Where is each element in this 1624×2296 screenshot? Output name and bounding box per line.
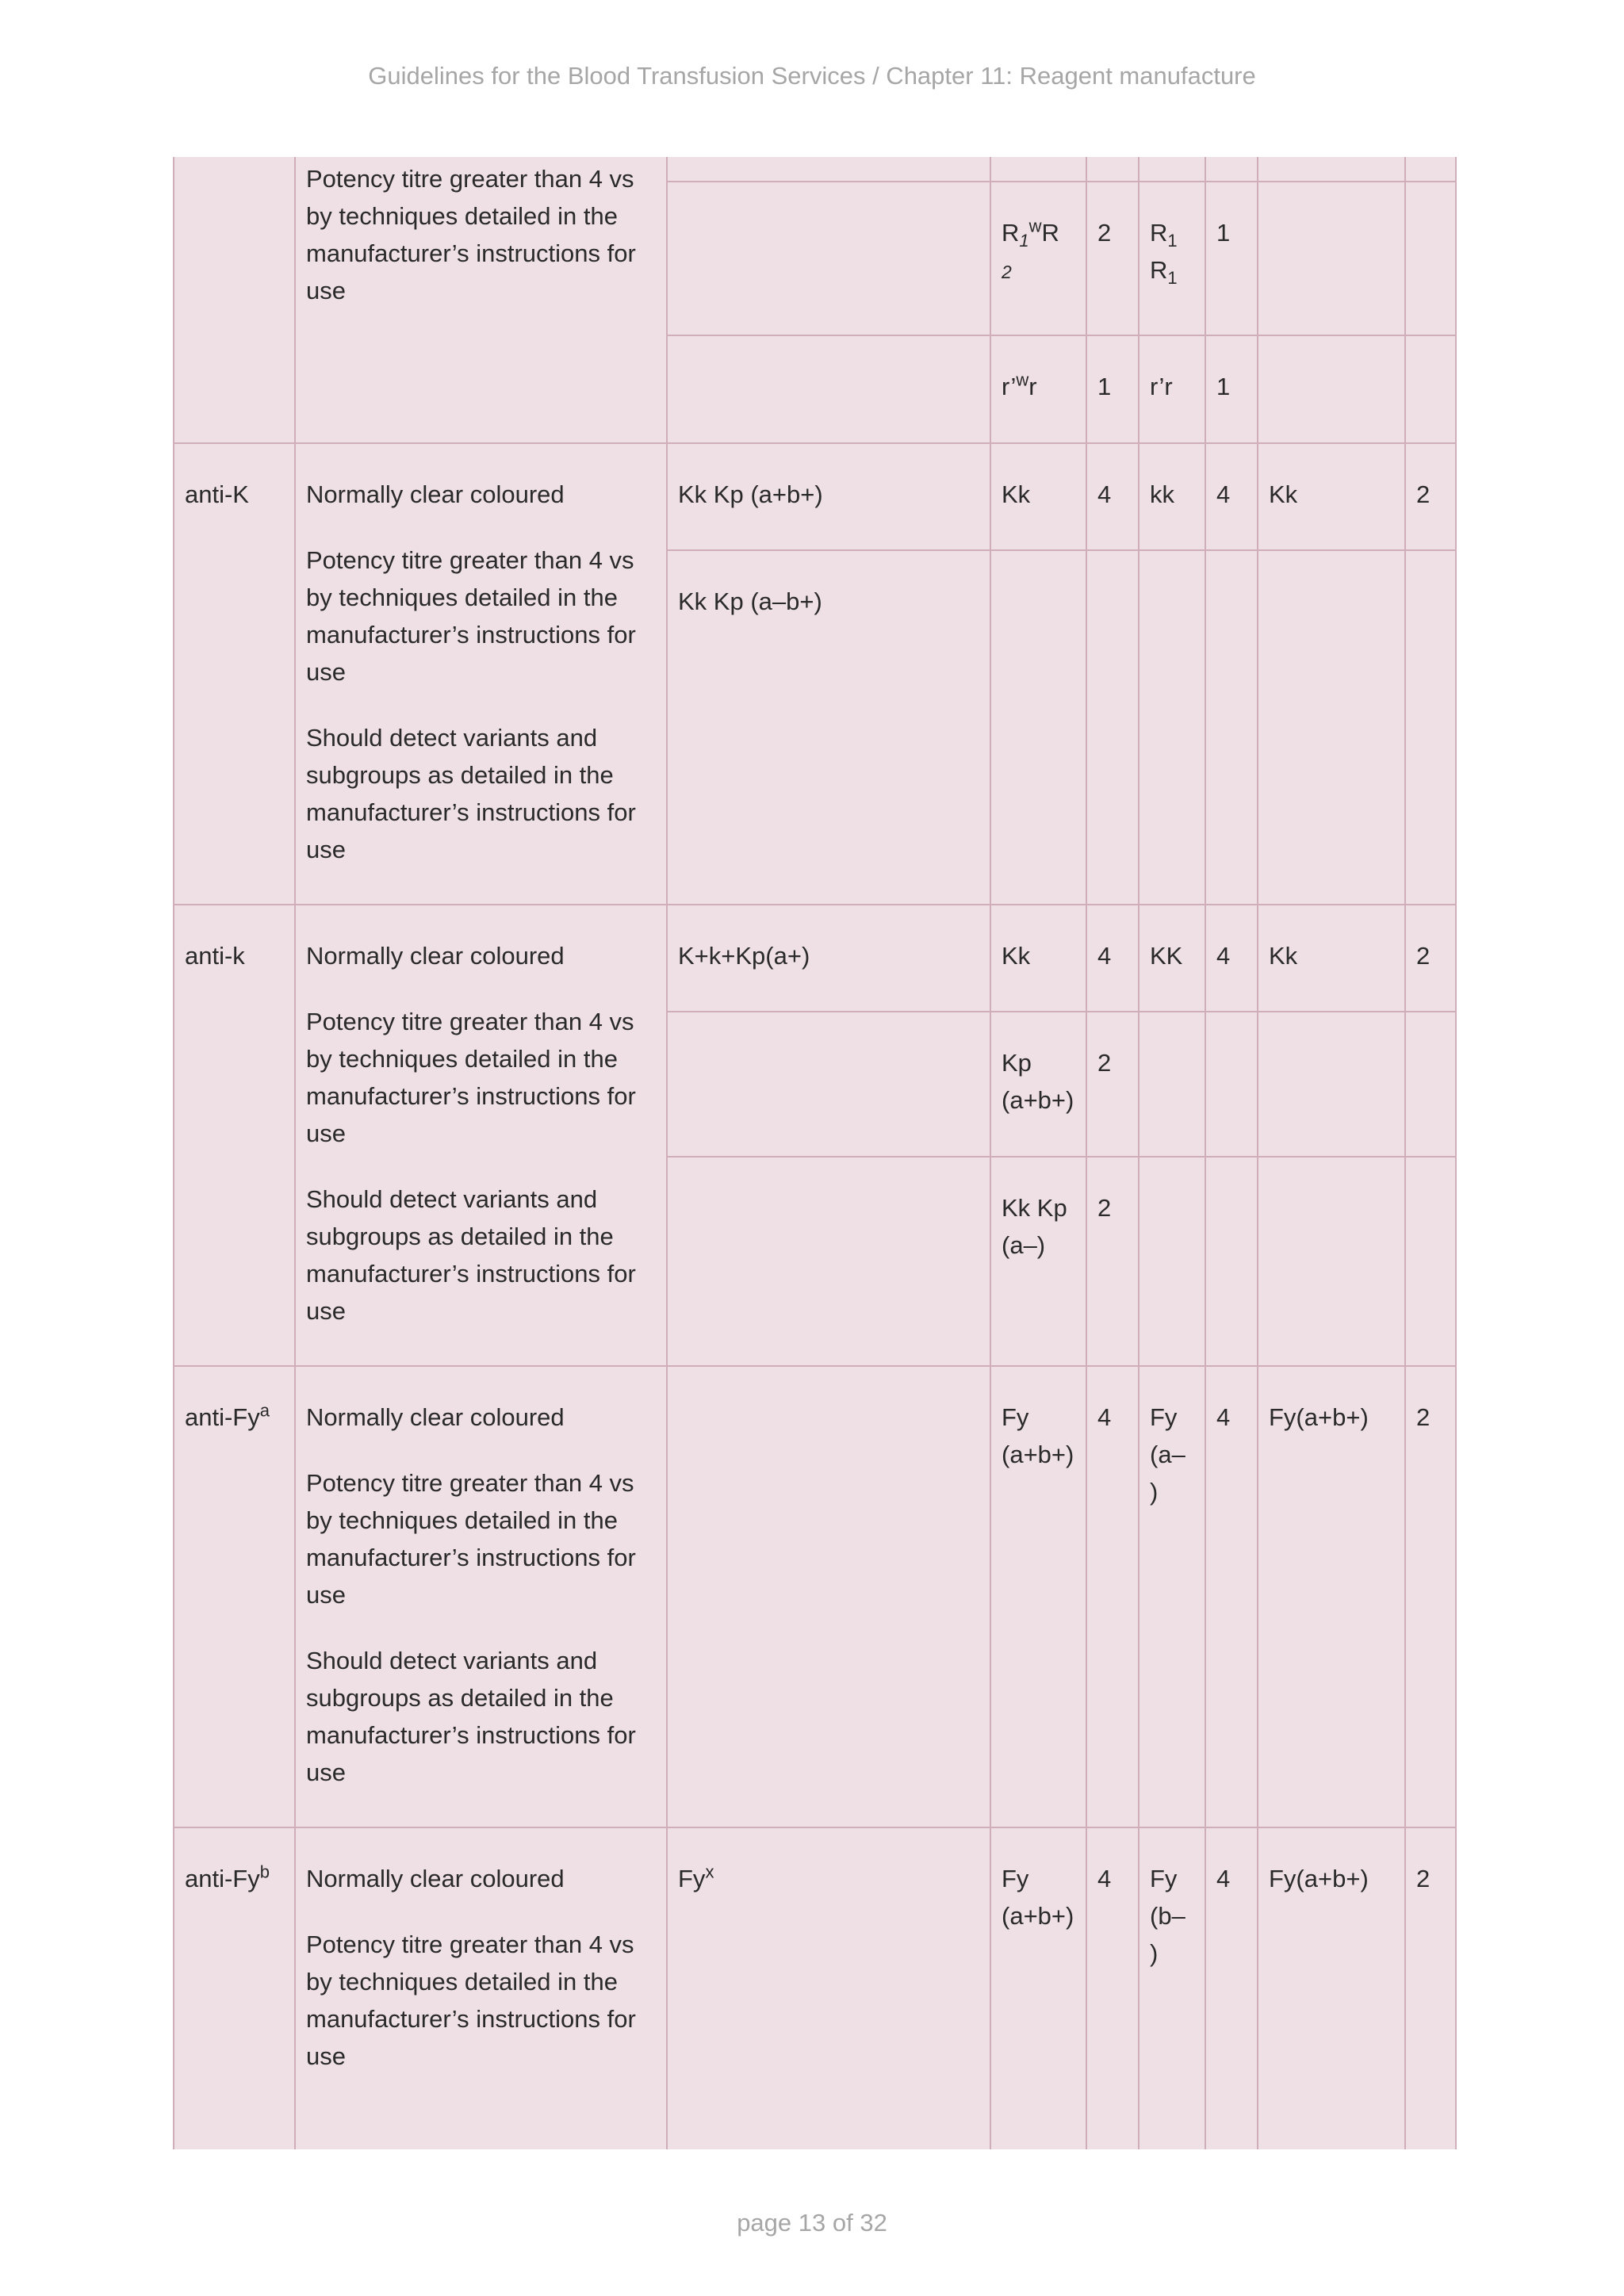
positive-count: 2 xyxy=(1086,1012,1139,1157)
negative-count: 4 xyxy=(1205,1827,1258,2149)
positive-cell: Kk xyxy=(990,905,1086,1012)
dosage-count: 2 xyxy=(1405,1827,1456,2149)
positive-count: 4 xyxy=(1086,905,1139,1012)
row-anti-Fya xyxy=(174,1366,1456,1827)
dosage-count: 2 xyxy=(1405,443,1456,550)
specification-cell xyxy=(295,1366,667,1827)
dosage-cell: Fy(a+b+) xyxy=(1258,1366,1405,1827)
spec-variants: Should detect variants and subgroups as detailed in the manufacturer’s instructions for use xyxy=(306,1185,636,1325)
positive-cell: Fy (a+b+) xyxy=(990,1827,1086,2149)
spec-potency: Potency titre greater than 4 vs by techniques detailed in the manufacturer’s instructions for use xyxy=(306,1008,636,1147)
negative-count: 1 xyxy=(1205,335,1258,443)
spec-clear: Normally clear coloured xyxy=(306,1403,565,1431)
dosage-count: 2 xyxy=(1405,905,1456,1012)
spec-variants: Should detect variants and subgroups as detailed in the manufacturer’s instructions for use xyxy=(306,724,636,863)
reagent-name: anti-k xyxy=(174,905,295,1366)
spec-clear: Normally clear coloured xyxy=(306,1865,565,1892)
negative-cell: $R_1$ $R_1$ xyxy=(1139,182,1205,335)
negative-count: 1 xyxy=(1205,182,1258,335)
negative-count: 4 xyxy=(1205,1366,1258,1827)
continuation-row-top xyxy=(174,157,1456,182)
positive-cell: $R_1^wR$ 2 xyxy=(990,182,1086,335)
page-number: page 13 of 32 xyxy=(737,2209,887,2237)
reagent-name-cell xyxy=(174,157,295,443)
spec-potency: Potency titre greater than 4 vs by techniques detailed in the manufacturer’s instructions for use xyxy=(306,546,636,686)
positive-cell: Kp (a+b+) xyxy=(990,1012,1086,1157)
negative-count: 4 xyxy=(1205,905,1258,1012)
reagent-name: anti-Fy$^a$ xyxy=(174,1366,295,1827)
spec-clear: Normally clear coloured xyxy=(306,480,565,508)
reagent-name: anti-K xyxy=(174,443,295,905)
negative-cell: kk xyxy=(1139,443,1205,550)
reagent-name: anti-Fy$^b$ xyxy=(174,1827,295,2149)
dosage-cell: Kk xyxy=(1258,443,1405,550)
negative-count: 4 xyxy=(1205,443,1258,550)
specification-cell xyxy=(295,905,667,1366)
row-anti-Fyb xyxy=(174,1827,1456,2149)
positive-count: 2 xyxy=(1086,182,1139,335)
dosage-count: 2 xyxy=(1405,1366,1456,1827)
weak-cell: Kk Kp (a–b+) xyxy=(667,550,990,905)
negative-cell: r’r xyxy=(1139,335,1205,443)
reagent-spec-table xyxy=(173,157,1457,2149)
page-header: Guidelines for the Blood Transfusion Services / Chapter 11: Reagent manufacture xyxy=(368,62,1256,90)
spec-variants: Should detect variants and subgroups as detailed in the manufacturer’s instructions for use xyxy=(306,1647,636,1786)
positive-cell: Fy (a+b+) xyxy=(990,1366,1086,1827)
specification-cell xyxy=(295,157,667,443)
spec-potency: Potency titre greater than 4 vs by techniques detailed in the manufacturer’s instructions for use xyxy=(306,165,636,304)
row-anti-K xyxy=(174,443,1456,550)
positive-count: 2 xyxy=(1086,1157,1139,1366)
positive-count: 1 xyxy=(1086,335,1139,443)
weak-cell: Fy$^x$ xyxy=(667,1827,990,2149)
spec-potency: Potency titre greater than 4 vs by techniques detailed in the manufacturer’s instructions for use xyxy=(306,1931,636,2070)
dosage-cell: Kk xyxy=(1258,905,1405,1012)
positive-cell: r’$^w$r xyxy=(990,335,1086,443)
positive-cell: Kk Kp (a–) xyxy=(990,1157,1086,1366)
positive-cell: Kk xyxy=(990,443,1086,550)
spec-potency: Potency titre greater than 4 vs by techniques detailed in the manufacturer’s instructions for use xyxy=(306,1469,636,1609)
weak-cell: K+k+Kp(a+) xyxy=(667,905,990,1012)
spec-clear: Normally clear coloured xyxy=(306,942,565,970)
dosage-cell: Fy(a+b+) xyxy=(1258,1827,1405,2149)
positive-count: 4 xyxy=(1086,1827,1139,2149)
specification-cell xyxy=(295,443,667,905)
specification-cell xyxy=(295,1827,667,2149)
negative-cell: KK xyxy=(1139,905,1205,1012)
positive-count: 4 xyxy=(1086,443,1139,550)
weak-cell: Kk Kp (a+b+) xyxy=(667,443,990,550)
positive-count: 4 xyxy=(1086,1366,1139,1827)
negative-cell: Fy (b– ) xyxy=(1139,1827,1205,2149)
negative-cell: Fy (a– ) xyxy=(1139,1366,1205,1827)
row-anti-k xyxy=(174,905,1456,1012)
